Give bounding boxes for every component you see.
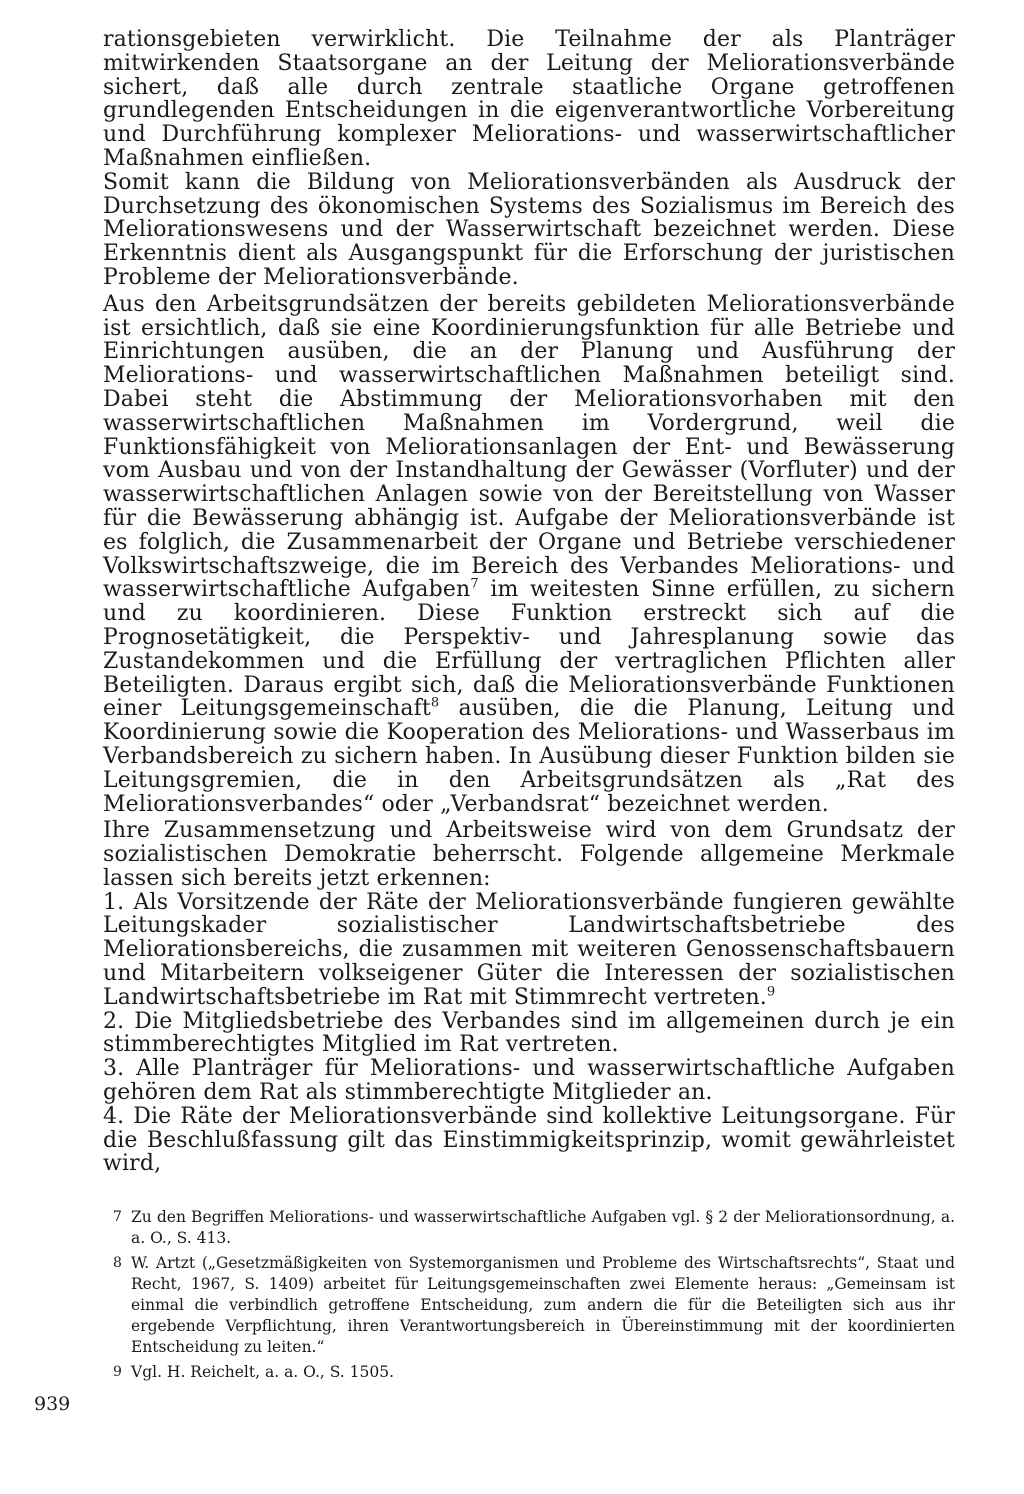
body-text — [103, 28, 955, 1176]
list-item: 1. Als Vorsitzende der Räte der Meliorationsverbände fungieren gewählte Leitungskader sozialistischer Landwirtschaftsbetriebe des Meliorationsbereichs, die zusammen mit weiteren Genossenschaftsbauern und Mitarbeitern volkseigener Güter die Interessen der sozialistischen Landwirtschaftsbetriebe im Rat mit Stimmrecht vertreten.$^9$ — [103, 889, 955, 1010]
footnotes — [103, 1207, 955, 1387]
paragraph: rationsgebieten verwirklicht. Die Teilnahme der als Planträger mitwirkenden Staatsorgane an der Leitung der Meliorationsverbände sichert, daß alle durch zentrale staatliche Organe getroffenen grundlegenden Entscheidungen in die eigenverantwortliche Vorbereitung und Durchführung komplexer Meliorations- und wasserwirtschaftlicher Maßnahmen einfließen. — [103, 27, 955, 171]
footnote-number: 9 — [113, 1364, 122, 1380]
footnote-number: 7 — [113, 1209, 122, 1225]
footnote-ref: 9 — [766, 984, 776, 1000]
footnote-text: Zu den Begriffen Meliorations- und wasserwirtschaftliche Aufgaben vgl. § 2 der Meliorationsordnung, a. a. O., S. 413. — [131, 1208, 955, 1247]
paragraph: Ihre Zusammensetzung und Arbeitsweise wird von dem Grundsatz der sozialistischen Demokratie beherrscht. Folgende allgemeine Merkmale lassen sich bereits jetzt erkennen: — [103, 818, 955, 891]
paragraph: Aus den Arbeitsgrundsätzen der bereits gebildeten Meliorationsverbände ist ersichtlich, daß sie eine Koordinierungsfunktion für alle Betriebe und Einrichtungen ausüben, die an der Planung und Ausführung der Meliorations- und wasserwirtschaftlichen Maßnahmen beteiligt sind. Dabei steht die Abstimmung der Meliorationsvorhaben mit den wasserwirtschaftlichen Maßnahmen im Vordergrund, weil die Funktionsfähigkeit von Meliorationsanlagen der Ent- und Bewässerung vom Ausbau und von der Instandhaltung der Gewässer (Vorfluter) und der wasserwirtschaftlichen Anlagen sowie von der Bereitstellung von Wasser für die Bewässerung abhängig ist. Aufgabe der Meliorationsverbände ist es folglich, die Zusammenarbeit der Organe und Betriebe verschiedener Volkswirtschaftszweige, die im Bereich des Verbandes Meliorations- und wasserwirtschaftliche Aufgaben$^7$ im weitesten Sinne erfüllen, zu sichern und zu koordinieren. Diese Funktion erstreckt sich auf die Prognosetätigkeit, die Perspektiv- und Jahresplanung sowie das Zustandekommen und die Erfüllung der vertraglichen Pflichten aller Beteiligten. Daraus ergibt sich, daß die Meliorationsverbände Funktionen einer Leitungsgemeinschaft$^8$ ausüben, die die Planung, Leitung und Koordinierung sowie die Kooperation des Meliorations- und Wasserbaus im Verbandsbereich zu sichern haben. In Ausübung dieser Funktion bilden sie Leitungsgremien, die in den Arbeitsgrundsätzen als „Rat des Meliorationsverbandes“ oder „Verbandsrat“ bezeichnet werden. — [103, 291, 955, 817]
footnote-number: 8 — [113, 1255, 122, 1271]
list-item: 2. Die Mitgliedsbetriebe des Verbandes sind im allgemeinen durch je ein stimmberechtigtes Mitglied im Rat vertreten. — [103, 1008, 955, 1058]
list-item: 4. Die Räte der Meliorationsverbände sind kollektive Leitungsorgane. Für die Beschlußfassung gilt das Einstimmigkeitsprinzip, womit gewährleistet wird, — [103, 1103, 955, 1177]
paragraph: Somit kann die Bildung von Meliorationsverbänden als Ausdruck der Durchsetzung des ökonomischen Systems des Sozialismus im Bereich des Meliorationswesens und der Wasserwirtschaft bezeichnet werden. Diese Erkenntnis dient als Ausgangspunkt für die Erforschung der juristischen Probleme der Meliorationsverbände. — [103, 169, 955, 290]
page-number: 939 — [34, 1393, 71, 1415]
footnote — [103, 1207, 955, 1249]
footnote — [103, 1253, 955, 1358]
footnote-ref: 7 — [470, 577, 479, 592]
footnote-ref: 8 — [430, 695, 440, 711]
list-item: 3. Alle Planträger für Meliorations- und wasserwirtschaftliche Aufgaben gehören dem Rat als stimmberechtigte Mitglieder an. — [103, 1056, 955, 1106]
footnote — [103, 1362, 955, 1383]
footnote-text: W. Artzt („Gesetzmäßigkeiten von Systemorganismen und Probleme des Wirtschaftsrechts“, Staat und Recht, 1967, S. 1409) arbeitet für Leitungsgemeinschaften zwei Elemente heraus: „Gemeinsam ist einmal die verbindlich getroffene Entscheidung, zum andern die für die Beteiligten sich aus ihr ergebende Verpflichtung, ihren Verantwortungsbereich in Übereinstimmung mit der koordinierten Entscheidung zu leiten.“ — [131, 1254, 955, 1356]
footnote-text: Vgl. H. Reichelt, a. a. O., S. 1505. — [131, 1363, 395, 1381]
